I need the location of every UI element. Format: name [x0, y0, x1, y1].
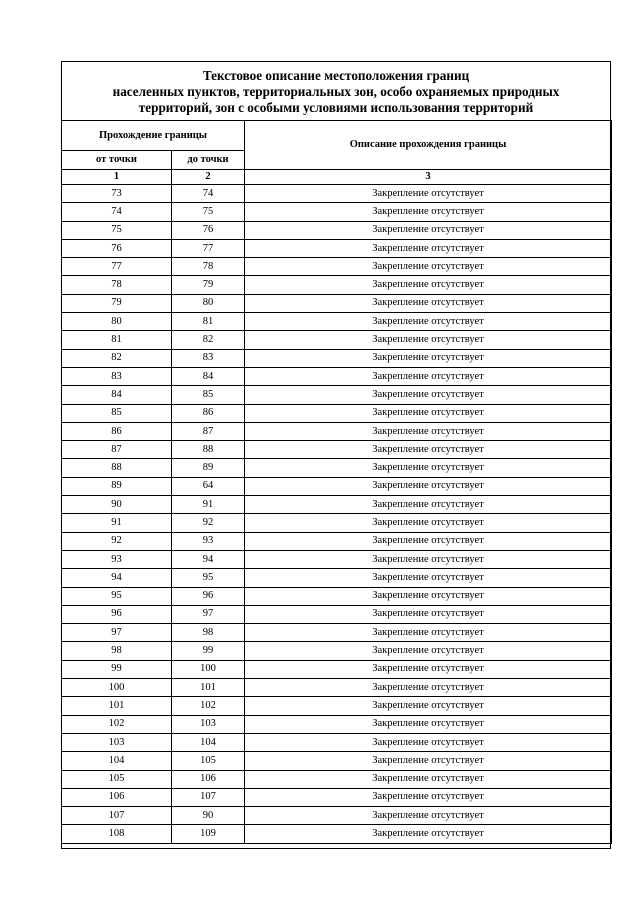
- to-point-cell: 93: [172, 532, 245, 550]
- from-point-cell: 104: [62, 752, 172, 770]
- from-point-cell: 98: [62, 642, 172, 660]
- to-point-cell: 96: [172, 587, 245, 605]
- from-point-cell: 99: [62, 660, 172, 678]
- description-cell: Закрепление отсутствует: [245, 294, 612, 312]
- table-row: [62, 221, 612, 239]
- to-point-cell: 83: [172, 349, 245, 367]
- table-row: [62, 386, 612, 404]
- table-header: [62, 121, 612, 185]
- table-row: [62, 788, 612, 806]
- to-point-cell: 97: [172, 605, 245, 623]
- table-row: [62, 770, 612, 788]
- from-point-cell: 107: [62, 807, 172, 825]
- table-row: [62, 514, 612, 532]
- from-point-cell: 102: [62, 715, 172, 733]
- from-point-cell: 88: [62, 459, 172, 477]
- from-point-cell: 75: [62, 221, 172, 239]
- to-point-cell: 91: [172, 496, 245, 514]
- description-cell: Закрепление отсутствует: [245, 386, 612, 404]
- from-point-cell: 101: [62, 697, 172, 715]
- table-row: [62, 624, 612, 642]
- frame-bottom-line: [61, 848, 611, 849]
- from-point-cell: 94: [62, 569, 172, 587]
- table-row: [62, 422, 612, 440]
- to-point-cell: 89: [172, 459, 245, 477]
- to-point-cell: 64: [172, 477, 245, 495]
- description-cell: Закрепление отсутствует: [245, 221, 612, 239]
- to-point-cell: 80: [172, 294, 245, 312]
- to-point-cell: 95: [172, 569, 245, 587]
- from-point-cell: 91: [62, 514, 172, 532]
- from-point-cell: 100: [62, 679, 172, 697]
- to-point-cell: 74: [172, 185, 245, 203]
- to-point-cell: 99: [172, 642, 245, 660]
- to-point-cell: 75: [172, 203, 245, 221]
- column-number-1: 1: [62, 170, 172, 185]
- boundary-table: [61, 120, 612, 844]
- table-row: [62, 367, 612, 385]
- from-point-cell: 95: [62, 587, 172, 605]
- header-description: Описание прохождения границы: [245, 121, 612, 170]
- to-point-cell: 104: [172, 733, 245, 751]
- table-row: [62, 477, 612, 495]
- table-row: [62, 807, 612, 825]
- from-point-cell: 77: [62, 258, 172, 276]
- table-row: [62, 258, 612, 276]
- to-point-cell: 103: [172, 715, 245, 733]
- description-cell: Закрепление отсутствует: [245, 404, 612, 422]
- description-cell: Закрепление отсутствует: [245, 313, 612, 331]
- from-point-cell: 92: [62, 532, 172, 550]
- table-body: [62, 185, 612, 844]
- table-row: [62, 550, 612, 568]
- to-point-cell: 106: [172, 770, 245, 788]
- description-cell: Закрепление отсутствует: [245, 203, 612, 221]
- description-cell: Закрепление отсутствует: [245, 788, 612, 806]
- table-row: [62, 331, 612, 349]
- to-point-cell: 76: [172, 221, 245, 239]
- description-cell: Закрепление отсутствует: [245, 624, 612, 642]
- description-cell: Закрепление отсутствует: [245, 587, 612, 605]
- from-point-cell: 76: [62, 239, 172, 257]
- description-cell: Закрепление отсутствует: [245, 642, 612, 660]
- table-row: [62, 660, 612, 678]
- to-point-cell: 85: [172, 386, 245, 404]
- from-point-cell: 79: [62, 294, 172, 312]
- table-row: [62, 715, 612, 733]
- description-cell: Закрепление отсутствует: [245, 239, 612, 257]
- description-cell: Закрепление отсутствует: [245, 349, 612, 367]
- from-point-cell: 93: [62, 550, 172, 568]
- table-row: [62, 203, 612, 221]
- header-to-point: до точки: [172, 151, 245, 170]
- to-point-cell: 105: [172, 752, 245, 770]
- title-line-3: территорий, зон с особыми условиями использования территорий: [138, 100, 534, 115]
- description-cell: Закрепление отсутствует: [245, 679, 612, 697]
- to-point-cell: 102: [172, 697, 245, 715]
- description-cell: Закрепление отсутствует: [245, 441, 612, 459]
- from-point-cell: 80: [62, 313, 172, 331]
- from-point-cell: 84: [62, 386, 172, 404]
- title-line-1: Текстовое описание местоположения границ: [202, 68, 470, 83]
- to-point-cell: 79: [172, 276, 245, 294]
- table-row: [62, 532, 612, 550]
- description-cell: Закрепление отсутствует: [245, 605, 612, 623]
- description-cell: Закрепление отсутствует: [245, 496, 612, 514]
- description-cell: Закрепление отсутствует: [245, 185, 612, 203]
- table-row: [62, 697, 612, 715]
- description-cell: Закрепление отсутствует: [245, 532, 612, 550]
- from-point-cell: 87: [62, 441, 172, 459]
- description-cell: Закрепление отсутствует: [245, 258, 612, 276]
- from-point-cell: 78: [62, 276, 172, 294]
- to-point-cell: 92: [172, 514, 245, 532]
- description-cell: Закрепление отсутствует: [245, 422, 612, 440]
- document-title: [62, 68, 610, 116]
- from-point-cell: 73: [62, 185, 172, 203]
- from-point-cell: 83: [62, 367, 172, 385]
- to-point-cell: 107: [172, 788, 245, 806]
- description-cell: Закрепление отсутствует: [245, 367, 612, 385]
- to-point-cell: 77: [172, 239, 245, 257]
- to-point-cell: 100: [172, 660, 245, 678]
- to-point-cell: 84: [172, 367, 245, 385]
- from-point-cell: 82: [62, 349, 172, 367]
- from-point-cell: 108: [62, 825, 172, 843]
- description-cell: Закрепление отсутствует: [245, 459, 612, 477]
- table-row: [62, 185, 612, 203]
- table-row: [62, 605, 612, 623]
- to-point-cell: 82: [172, 331, 245, 349]
- title-line-2: населенных пунктов, территориальных зон, особо охраняемых природных: [112, 84, 560, 99]
- to-point-cell: 88: [172, 441, 245, 459]
- description-cell: Закрепление отсутствует: [245, 752, 612, 770]
- table-row: [62, 496, 612, 514]
- to-point-cell: 109: [172, 825, 245, 843]
- table-row: [62, 733, 612, 751]
- table-row: [62, 404, 612, 422]
- from-point-cell: 81: [62, 331, 172, 349]
- from-point-cell: 85: [62, 404, 172, 422]
- description-cell: Закрепление отсутствует: [245, 331, 612, 349]
- description-cell: Закрепление отсутствует: [245, 514, 612, 532]
- table-row: [62, 679, 612, 697]
- description-cell: Закрепление отсутствует: [245, 276, 612, 294]
- description-cell: Закрепление отсутствует: [245, 770, 612, 788]
- description-cell: Закрепление отсутствует: [245, 715, 612, 733]
- from-point-cell: 89: [62, 477, 172, 495]
- header-boundary-passage: Прохождение границы: [62, 121, 245, 151]
- description-cell: Закрепление отсутствует: [245, 807, 612, 825]
- from-point-cell: 105: [62, 770, 172, 788]
- to-point-cell: 90: [172, 807, 245, 825]
- table-row: [62, 569, 612, 587]
- from-point-cell: 74: [62, 203, 172, 221]
- from-point-cell: 90: [62, 496, 172, 514]
- description-cell: Закрепление отсутствует: [245, 697, 612, 715]
- description-cell: Закрепление отсутствует: [245, 569, 612, 587]
- table-row: [62, 239, 612, 257]
- table-row: [62, 642, 612, 660]
- table-row: [62, 276, 612, 294]
- table-row: [62, 441, 612, 459]
- from-point-cell: 106: [62, 788, 172, 806]
- description-cell: Закрепление отсутствует: [245, 733, 612, 751]
- table-row: [62, 825, 612, 843]
- table-row: [62, 313, 612, 331]
- table-row: [62, 349, 612, 367]
- table-row: [62, 459, 612, 477]
- to-point-cell: 101: [172, 679, 245, 697]
- description-cell: Закрепление отсутствует: [245, 550, 612, 568]
- column-number-2: 2: [172, 170, 245, 185]
- to-point-cell: 81: [172, 313, 245, 331]
- table-row: [62, 294, 612, 312]
- from-point-cell: 103: [62, 733, 172, 751]
- to-point-cell: 94: [172, 550, 245, 568]
- from-point-cell: 97: [62, 624, 172, 642]
- to-point-cell: 87: [172, 422, 245, 440]
- description-cell: Закрепление отсутствует: [245, 477, 612, 495]
- table-row: [62, 752, 612, 770]
- column-number-3: 3: [245, 170, 612, 185]
- description-cell: Закрепление отсутствует: [245, 660, 612, 678]
- to-point-cell: 98: [172, 624, 245, 642]
- header-from-point: от точки: [62, 151, 172, 170]
- to-point-cell: 78: [172, 258, 245, 276]
- from-point-cell: 86: [62, 422, 172, 440]
- table-row: [62, 587, 612, 605]
- from-point-cell: 96: [62, 605, 172, 623]
- to-point-cell: 86: [172, 404, 245, 422]
- description-cell: Закрепление отсутствует: [245, 825, 612, 843]
